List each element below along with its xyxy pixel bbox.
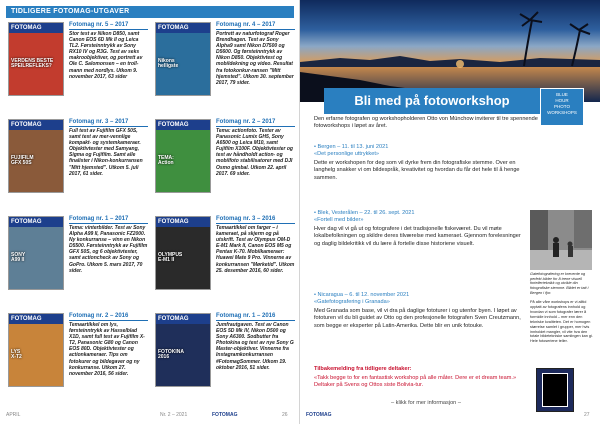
issue-text xyxy=(216,313,295,371)
cover-masthead: FOTOMAG xyxy=(9,314,63,324)
issue-text xyxy=(216,216,295,274)
testimonial-title: Tilbakemelding fra tidligere deltaker: xyxy=(314,366,412,372)
cover-headline: FOTOKINA 2016 xyxy=(158,349,185,361)
cover-headline: TEMA: Action xyxy=(158,155,174,167)
issue-heading[interactable]: Fotomag nr. 4 – 2017 xyxy=(216,22,295,30)
issue-description: Stor test av Nikon D850, samt Canon EOS 6D Mk II og Leica TL2. Førsteinntrykk av Sony RX10 IV og R3G. Test av seks makroobjektiver, og portrett av Ole C. Salomonsen – en troll-mann med nordlys. Utkom 9. november 2017, 63 sider xyxy=(69,31,143,80)
page-number-right: 27 xyxy=(584,412,590,418)
issue-heading[interactable]: Fotomag nr. 2 – 2016 xyxy=(69,313,148,321)
workshop-1-heading xyxy=(314,144,388,158)
issue-item[interactable] xyxy=(155,119,295,215)
magazine-cover[interactable] xyxy=(8,216,64,290)
issue-item[interactable] xyxy=(8,119,148,215)
issue-text xyxy=(69,119,148,177)
issue-heading[interactable]: Fotomag nr. 1 – 2016 xyxy=(216,313,295,321)
workshop-2-heading xyxy=(314,210,415,224)
footer-brand xyxy=(212,412,237,418)
magazine-cover[interactable] xyxy=(8,313,64,387)
issue-description: Portrett av naturfotograf Roger Brendhagen. Test av Sony Alpha9 samt Nikon D7500 og D5600. Og førsteinntrykk av Nikon D850. Objektivtest og mobildekning og video. Resultat fra fotokonkur-ransen "Mitt hjemsted". Utkom 30. september 2017, 79 sider. xyxy=(216,31,294,86)
magazine-cover[interactable] xyxy=(155,216,211,290)
workshop-1-location: • Bergen – 11. til 13. juni 2021 xyxy=(314,144,389,150)
workshop-3-heading xyxy=(314,292,409,306)
cover-headline: OLYMPUS E-M1 II xyxy=(158,252,183,264)
issue-description: Jumfrautgaven. Test av Canon EOS 5D Mk IV, Nikon D500 og Sony A6300. Sodbutter fra Photokina og test av nye Sony G Master-objektiver. Vinnerne fra Instagramkonkurransen #FotomagSommer. Utkom 19. oktober 2016, 51 sider. xyxy=(216,322,294,371)
cover-headline: VERDENS BESTE SPEILREFLEKS? xyxy=(11,58,54,70)
issue-item[interactable] xyxy=(155,22,295,118)
issue-heading[interactable]: Fotomag nr. 3 – 2016 xyxy=(216,216,295,224)
cover-masthead: FOTOMAG xyxy=(9,217,63,227)
issue-description: Full test av Fujifilm GFX 50S, samt test av mer-vennlige kompakt- og systemkameraer. Objektivtester med Samyang, Sigma og Fujifilm. Samt alle finalister i Nikon-konkurransen "Mitt hjemsted". Utkom 5. juli 2017, 61 sider. xyxy=(69,128,143,177)
issue-text xyxy=(69,216,148,274)
street-photo-graphic xyxy=(530,210,592,270)
blue-hour-badge xyxy=(536,368,574,412)
issue-item[interactable] xyxy=(155,313,295,409)
magazine-cover[interactable] xyxy=(8,119,64,193)
issue-text xyxy=(69,22,148,80)
cover-headline: Nikons helligste xyxy=(158,58,179,70)
issue-item[interactable] xyxy=(155,216,295,312)
workshop-2-location: • Blek, Vesterålen – 22. til 26. sept. 2021 xyxy=(314,210,415,216)
cover-headline: LYS X-T2 xyxy=(11,349,22,361)
side-text: På alle våre workshops er vi alltid opptatt av fotografens innhold og hvordan vi som fotografer lærer å formidle innhold – mer enn den tekniske kvaliteten. Det er homogen størrelse samlet i grupper, mer hvis innholdet mangler, vil vite hva den totale bildetekniske samlingen kan gi. Hele fotoseriene teller. xyxy=(530,300,593,344)
section-header: TIDLIGERE FOTOMAG-UTGAVER xyxy=(6,6,294,18)
footer-brand-right xyxy=(306,412,331,418)
cover-headline: SONY A99 II xyxy=(11,252,26,264)
issue-heading[interactable]: Fotomag nr. 5 – 2017 xyxy=(69,22,148,30)
magazine-cover[interactable] xyxy=(155,119,211,193)
issue-heading[interactable]: Fotomag nr. 3 – 2017 xyxy=(69,119,148,127)
cover-masthead: FOTOMAG xyxy=(156,217,210,227)
footer-brand-text: FOTOMAG xyxy=(212,412,238,418)
magazine-cover[interactable] xyxy=(155,313,211,387)
cover-masthead: FOTOMAG xyxy=(9,23,63,33)
street-photo-caption: Gatefotografering er kreverde og perfekt bilder for å trene visuell fortellerteknikk og utvikle din fotografiske stemme. Bildet er tatt i Bergen i fjor. xyxy=(530,272,589,295)
issue-heading[interactable]: Fotomag nr. 2 – 2017 xyxy=(216,119,295,127)
footer-left: APRIL xyxy=(6,412,21,418)
workshop-1-text: Dette er workshopen for deg som vil dyrke frem din fotografiske stemme. Over en langhelg snakker vi om bildespråk, kreativitet og hvordan du får det hele til å henge sammen. xyxy=(314,160,520,181)
magazine-cover[interactable] xyxy=(8,22,64,96)
cover-masthead: FOTOMAG xyxy=(156,23,210,33)
workshop-2-title: «Fortell med bilder» xyxy=(314,216,364,223)
cover-masthead: FOTOMAG xyxy=(9,120,63,130)
cover-masthead: FOTOMAG xyxy=(156,314,210,324)
issue-text xyxy=(216,22,295,86)
footer-brand-right-text: FOTOMAG xyxy=(306,412,332,418)
magazine-cover[interactable] xyxy=(155,22,211,96)
issue-item[interactable] xyxy=(8,216,148,312)
street-photo xyxy=(530,210,592,270)
footer-issue: Nr. 2 – 2021 xyxy=(160,412,188,418)
issue-text xyxy=(69,313,148,377)
issue-text xyxy=(216,119,295,177)
more-info-link[interactable]: – klikk for mer informasjon – xyxy=(391,400,461,406)
sunset-photo-graphic xyxy=(300,0,600,102)
workshop-3-location: • Nicaragua – 6. til 12. november 2021 xyxy=(314,292,410,298)
issue-description: Tema: actionfoto. Tester av Panasonic Lumix GH5, Sony A6500 og Leica M10, samt Fujifilm X100F. Objektivtester og test av håndholdt action- og mobilfoto stabilisatorer med DJI Osmo gimbal. Utkom 22. april 2017. 69 sider. xyxy=(216,128,293,177)
issue-item[interactable] xyxy=(8,22,148,118)
intro-text: Den erfarne fotografen og workshopholderen Otto von Münchow inviterer til tre spennende fotoworkshops i løpet av året. xyxy=(314,116,538,130)
page-number: 26 xyxy=(282,412,288,418)
issue-item[interactable] xyxy=(8,313,148,409)
issue-description: Temaartikkel om farger – i kameraet, på skjerm og på utskrift. Test av Olympus OM-D E-M1 Mark II, Canon EOS M5 og Pentax K-70. Mobilkameraer: Huawei Mate 9 Pro. Vinnerne av konkurransen "Mørketid". Utkom 25. desember 2016, 60 sider. xyxy=(216,225,295,274)
workshop-3-text: Med Granada som base, vil vi dra på daglige fototurer i og utenfor byen. I løpet av fototuren vil du bli guidet av Otto og den profesjonelle fotografen Sven Creutzmann, som begge er eksperter på Latin-Amerika. Dette blir en unik fotouke. xyxy=(314,308,521,329)
issue-heading[interactable]: Fotomag nr. 1 – 2017 xyxy=(69,216,148,224)
right-page xyxy=(300,0,600,424)
cover-headline: FUJIFILM GFX 50S xyxy=(11,155,34,167)
workshop-1-title: «Det personlige uttrykket» xyxy=(314,150,379,157)
workshop-banner: Bli med på fotoworkshop xyxy=(324,88,540,114)
testimonial-text: «Takk begge to for en fantastisk workshop på alle måter. Dere er et dream team.» Deltaker på Svens og Ottos siste Bolivia-tur. xyxy=(314,375,517,389)
workshop-2-text: Hver dag vil vi gå ut og fotografere i det tradisjonelle fiskeværet. Du vil møte lokalbefolkningen og skildre deres tilværelse med kameraet. Gjennom forelesninger og daglig bildekritikk vil du lære å fortelle disse historiene visuelt. xyxy=(314,226,521,247)
workshop-3-title: «Gatefotografering i Granada» xyxy=(314,298,390,305)
issue-description: Temaartikkel om lys, førsteinntrykk av Hasselblad X1D, samt full test av Fujifilm X-T2, Panasonic G80 og Canon EOS 80D. Objektivtester og actionkameraer. Tips om fotokurer og bildegaver og ny konkurranse. Utkom 27. november 2016, 56 sider. xyxy=(69,322,145,377)
issue-description: Tema: vinterbilder. Test av Sony Alpha A99 II, Panasonic FZ2000. Ny konkurranse – vinn en Nikon D5500. Førsteinntrykk av Fujifilm GFX 50S, og 6 objektivtester, samt actioncheck av Sony og GoPro. Utkom 5. mars 2017, 70 sider. xyxy=(69,225,148,274)
blue-hour-logo: BLUE HOUR PHOTO WORKSHOPS xyxy=(540,88,584,126)
sunset-harbor-photo xyxy=(300,0,600,102)
cover-masthead: FOTOMAG xyxy=(156,120,210,130)
